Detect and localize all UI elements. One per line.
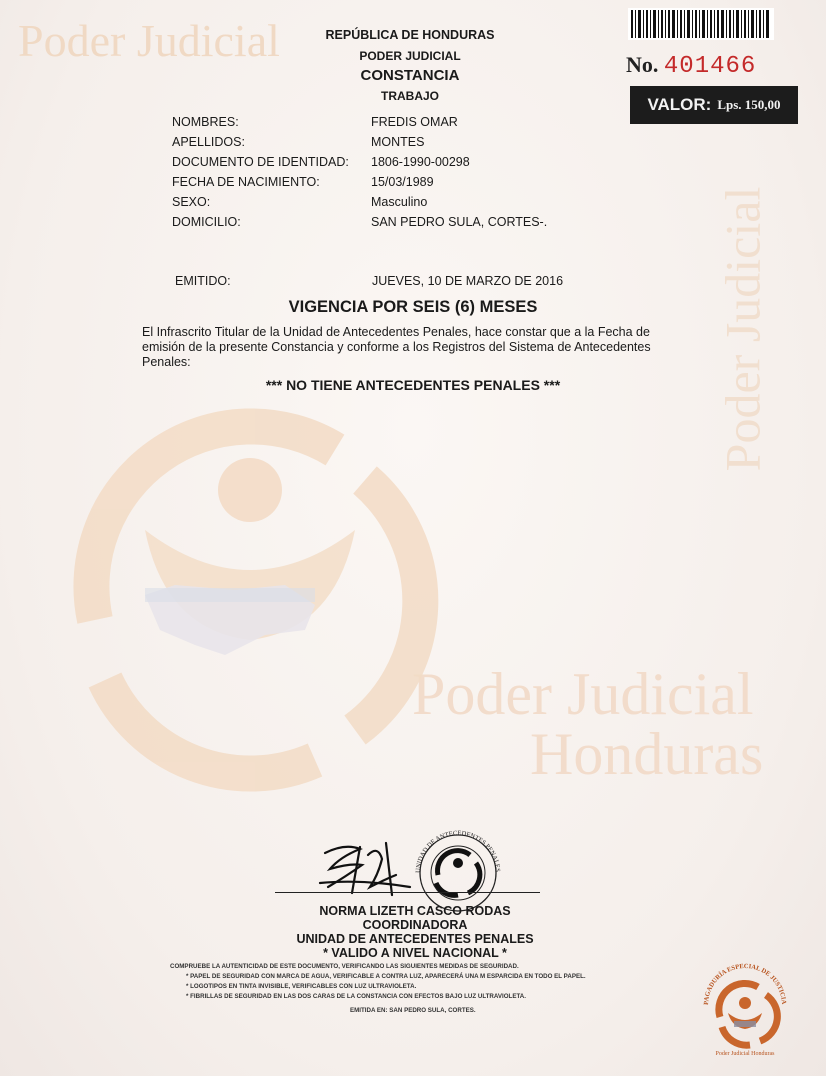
field-value: Masculino <box>371 195 428 209</box>
field-row <box>172 132 547 152</box>
field-value: 15/03/1989 <box>371 175 434 189</box>
vigencia-heading: VIGENCIA POR SEIS (6) MESES <box>288 298 538 316</box>
signatory-unit: UNIDAD DE ANTECEDENTES PENALES <box>296 932 534 946</box>
fine-print-intro: COMPRUEBE LA AUTENTICIDAD DE ESTE DOCUMENTO, VERIFICANDO LAS SIGUIENTES MEDIDAS DE SEGURIDAD. <box>170 963 519 970</box>
pagaduria-label: Poder Judicial Honduras <box>715 1051 775 1057</box>
field-label: SEXO: <box>172 195 211 209</box>
emitido-row <box>175 274 563 288</box>
pagaduria-ring-text: PAGADURÍA ESPECIAL DE JUSTICIA <box>702 962 788 1006</box>
document-title: CONSTANCIA <box>360 67 460 84</box>
certification-paragraph: El Infrascrito Titular de la Unidad de Antecedentes Penales, hace constar que a la Fecha de emisión de la presente Constancia y conforme a los Registros del Sistema de Antecedentes Penales: <box>142 325 651 369</box>
watermark-bottom-line2: Honduras <box>530 721 764 787</box>
emitida-en: EMITIDA EN: SAN PEDRO SULA, CORTES. <box>350 1007 476 1014</box>
serial-prefix: No. <box>626 52 659 77</box>
fine-print-item: * FIBRILLAS DE SEGURIDAD EN LAS DOS CARAS DE LA CONSTANCIA CON EFECTOS BAJO LUZ ULTRAVIOLETA. <box>186 993 526 1000</box>
emitido-label: EMITIDO: <box>175 274 231 288</box>
signatory-block <box>260 904 570 960</box>
field-row <box>172 112 547 132</box>
field-value: SAN PEDRO SULA, CORTES-. <box>371 215 548 229</box>
signatory-role: COORDINADORA <box>362 918 468 932</box>
result-statement: *** NO TIENE ANTECEDENTES PENALES *** <box>265 377 561 393</box>
header-poder-judicial: PODER JUDICIAL <box>359 49 461 63</box>
pagaduria-stamp-icon <box>700 955 790 1065</box>
header-republica: REPÚBLICA DE HONDURAS <box>325 28 495 42</box>
fine-print-item: * LOGOTIPOS EN TINTA INVISIBLE, VERIFICABLES CON LUZ ULTRAVIOLETA. <box>186 983 417 990</box>
field-value: 1806-1990-00298 <box>371 155 470 169</box>
field-label: NOMBRES: <box>172 115 239 129</box>
document-subtitle: TRABAJO <box>380 89 439 103</box>
field-label: DOMICILIO: <box>172 215 241 229</box>
fine-print-item: * PAPEL DE SEGURIDAD CON MARCA DE AGUA, VERIFICABLE A CONTRA LUZ, APARECERÁ UNA M ESPARCIDA EN TODO EL PAPEL. <box>186 973 586 980</box>
watermark-bottom-line1: Poder Judicial <box>412 661 754 727</box>
field-value: FREDIS OMAR <box>371 115 458 129</box>
emitido-value: JUEVES, 10 DE MARZO DE 2016 <box>372 274 564 288</box>
serial-value: 401466 <box>663 53 757 80</box>
watermark-top: Poder Judicial <box>18 15 280 66</box>
valor-amount: Lps. 150,00 <box>717 97 781 112</box>
watermark-side: Poder Judicial <box>714 186 771 472</box>
field-row <box>172 172 547 192</box>
document-header <box>310 28 510 103</box>
valor-label: VALOR: <box>647 95 712 114</box>
signature-line <box>275 892 540 893</box>
barcode-icon <box>628 8 774 40</box>
field-label: FECHA DE NACIMIENTO: <box>172 175 320 189</box>
field-row <box>172 212 547 232</box>
serial-number <box>626 52 756 80</box>
validity-note: * VALIDO A NIVEL NACIONAL * <box>323 946 507 960</box>
personal-fields <box>172 112 547 232</box>
field-value: MONTES <box>371 135 425 149</box>
field-label: APELLIDOS: <box>172 135 245 149</box>
judicial-seal-watermark-icon <box>35 380 465 810</box>
field-row <box>172 192 547 212</box>
security-fine-print <box>170 962 586 1016</box>
field-row <box>172 152 547 172</box>
stamp-ring-text: UNIDAD DE ANTECEDENTES PENALES <box>414 829 502 874</box>
signatory-name: NORMA LIZETH CASCO RODAS <box>319 904 511 918</box>
field-label: DOCUMENTO DE IDENTIDAD: <box>172 155 349 169</box>
valor-box <box>630 86 798 124</box>
antecedentes-stamp-icon <box>400 825 510 915</box>
